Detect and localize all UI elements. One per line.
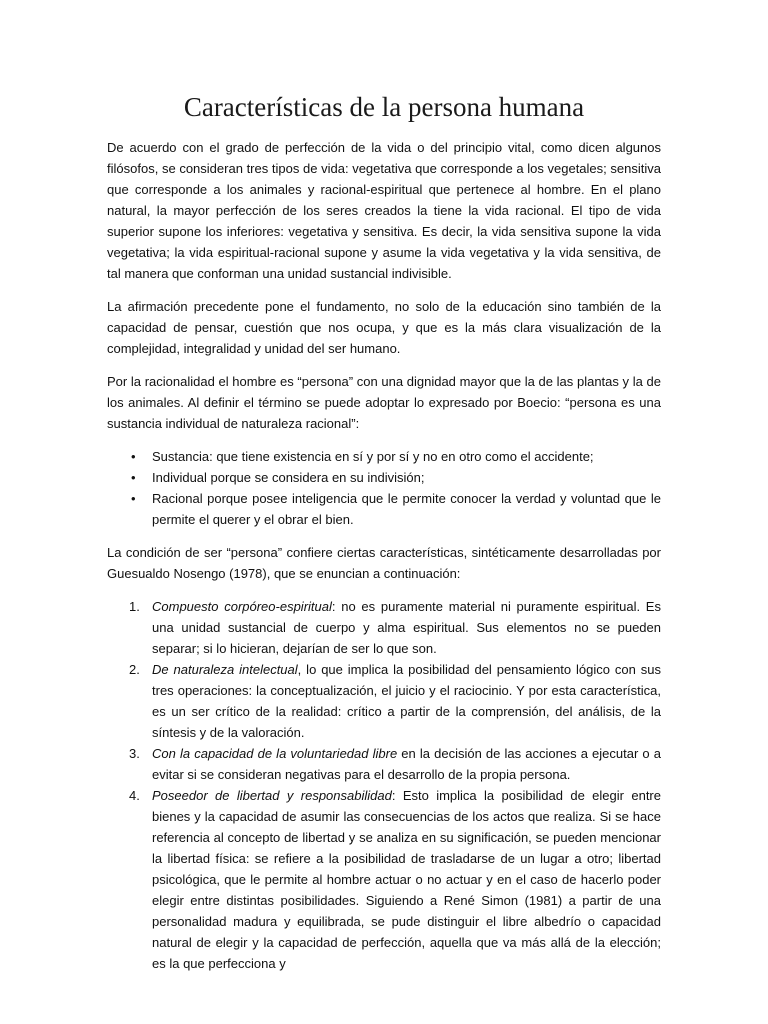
bullet-list <box>107 446 661 530</box>
paragraph-2: La afirmación precedente pone el fundamento, no solo de la educación sino también de la capacidad de pensar, cuestión que nos ocupa, y que es la más clara visualización de la complejidad, integralidad y unidad del ser humano. <box>107 299 661 356</box>
bullet-item <box>131 488 661 530</box>
item-text: : Esto implica la posibilidad de elegir entre bienes y la capacidad de asumir las consecuencias de los actos que realiza. Si se hace referencia al concepto de libertad y se analiza en su significación, se pueden mencionar la libertad física: se refiere a la posibilidad de trasladarse de un lugar a otro; libertad psicológica, que le permite al hombre actuar o no actuar y en el caso de hacerlo poder elegir entre distintas posibilidades. Siguiendo a René Simon (1981) a partir de una personalidad madura y equilibrada, se pude distinguir el libre albedrío o capacidad natural de elegir y la capacidad de perfección, aquella que va más allá de la elección; es la que perfecciona y <box>152 788 661 971</box>
item-number: 2. <box>129 662 140 677</box>
item-text: en la decisión de las acciones a ejecutar o a evitar si se consideran negativas para el desarrollo de la propia persona. <box>152 746 661 782</box>
characteristic-item <box>129 659 661 743</box>
item-number: 3. <box>129 746 140 761</box>
item-text: : no es puramente material ni puramente espiritual. Es una unidad sustancial de cuerpo y alma espiritual. Sus elementos no se pueden separar; si lo hicieran, dejarían de ser lo que son. <box>152 599 661 656</box>
document-body <box>107 137 661 974</box>
bullet-icon: • <box>131 449 136 464</box>
paragraph-4: La condición de ser “persona” confiere ciertas características, sintéticamente desarrolladas por Guesualdo Nosengo (1978), que se enuncian a continuación: <box>107 545 661 581</box>
paragraph-1: De acuerdo con el grado de perfección de la vida o del principio vital, como dicen algunos filósofos, se consideran tres tipos de vida: vegetativa que corresponde a los vegetales; sensitiva que corresponde a los animales y racional-espiritual que pertenece al hombre. En el plano natural, la mayor perfección de los seres creados la tiene la vida racional. El tipo de vida superior supone los inferiores: vegetativa y sensitiva. Es decir, la vida sensitiva supone la vida vegetativa; la vida espiritual-racional supone y asume la vida vegetativa y la vida sensitiva, de tal manera que conforman una unidad sustancial indivisible. <box>107 140 661 281</box>
characteristic-item <box>129 743 661 785</box>
bullet-text: Racional porque posee inteligencia que le permite conocer la verdad y voluntad que le permite el querer y el obrar el bien. <box>152 491 661 527</box>
item-term: De naturaleza intelectual <box>152 662 298 677</box>
document-title: Características de la persona humana <box>183 92 585 122</box>
characteristic-item <box>129 785 661 974</box>
paragraph-3: Por la racionalidad el hombre es “persona” con una dignidad mayor que la de las plantas y la de los animales. Al definir el término se puede adoptar lo expresado por Boecio: “persona es una sustancia individual de naturaleza racional”: <box>107 374 661 431</box>
bullet-icon: • <box>131 491 136 506</box>
bullet-item <box>131 467 661 488</box>
characteristic-item <box>129 596 661 659</box>
bullet-text: Sustancia: que tiene existencia en sí y por sí y no en otro como el accidente; <box>152 449 594 464</box>
item-text: , lo que implica la posibilidad del pensamiento lógico con sus tres operaciones: la conceptualización, el juicio y el raciocinio. Y por esta característica, es un ser crítico de la realidad: crítico a partir de la comprensión, del análisis, de la síntesis y de la valoración. <box>152 662 661 740</box>
bullet-icon: • <box>131 470 136 485</box>
item-term: Compuesto corpóreo-espiritual <box>152 599 332 614</box>
item-number: 1. <box>129 599 140 614</box>
characteristics-list <box>107 596 661 974</box>
bullet-text: Individual porque se considera en su indivisión; <box>152 470 425 485</box>
item-term: Con la capacidad de la voluntariedad libre <box>152 746 398 761</box>
item-term: Poseedor de libertad y responsabilidad <box>152 788 392 803</box>
bullet-item <box>131 446 661 467</box>
item-number: 4. <box>129 788 140 803</box>
